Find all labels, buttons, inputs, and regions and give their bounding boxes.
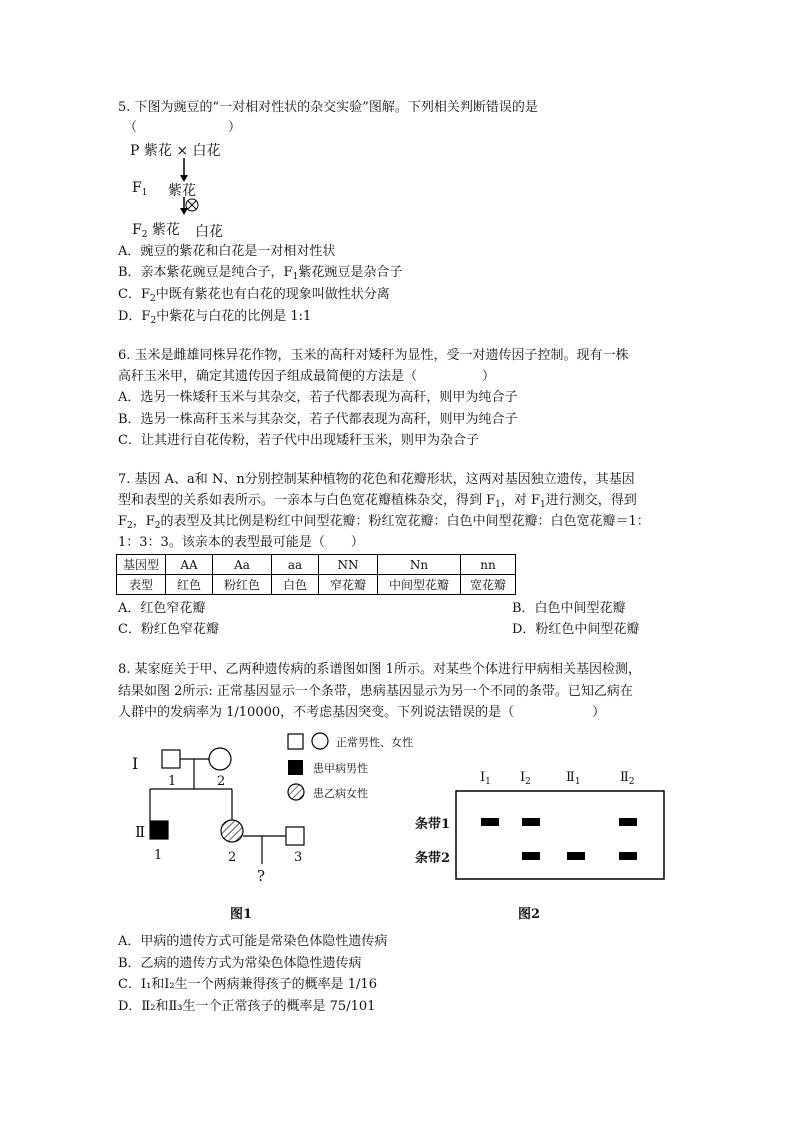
f2-trait-purple: 紫花 — [151, 222, 180, 238]
text: 的表型及其比例是粉红中间型花瓣：粉红宽花瓣：白色中间型花瓣：白色宽花瓣＝1： — [160, 514, 650, 529]
q5-f2-trait-white: 白花 — [195, 224, 223, 240]
f2-letter: F — [132, 222, 142, 238]
q8-option-c[interactable]: C．Ⅰ₁和Ⅰ₂生一个两病兼得孩子的概率是 1/16 — [118, 977, 377, 992]
legend-affected-a-label: 患甲病男性 — [313, 762, 368, 775]
f2-sub: 2 — [141, 230, 148, 240]
lane-num: Ⅱ — [620, 770, 629, 785]
band-II2-1 — [619, 818, 637, 826]
lane-num: Ⅰ — [480, 770, 486, 785]
q8-option-b[interactable]: B．乙病的遗传方式为常染色体隐性遗传病 — [118, 956, 362, 971]
q6-option-b[interactable]: B．选另一株高秆玉米与其杂交，若子代都表现为高秆，则甲为纯合子 — [118, 412, 518, 427]
q8-option-d[interactable]: D．Ⅱ₂和Ⅱ₃生一个正常孩子的概率是 75/101 — [118, 999, 376, 1014]
q5-f2-row — [132, 219, 180, 239]
table-cell: Nn — [378, 555, 461, 575]
lane-I1 — [480, 770, 491, 785]
band2-label: 条带2 — [415, 851, 451, 866]
gen-II-label: Ⅱ — [135, 823, 146, 841]
unknown-child: ? — [257, 867, 266, 885]
lane-II1 — [566, 770, 581, 785]
table-cell: 表型 — [117, 575, 166, 595]
q5-option-b[interactable] — [118, 262, 402, 285]
individual-I2-normal-female — [209, 748, 231, 770]
lane-sub: 1 — [574, 777, 581, 787]
legend-normal-male-icon — [288, 734, 303, 749]
option-text: D．F — [118, 309, 151, 324]
text: 型和表型的关系如表所示。一亲本与白色宽花瓣植株杂交，得到 F — [118, 493, 496, 508]
legend-normal-female-icon — [312, 733, 328, 749]
q7-option-a[interactable]: A．红色窄花瓣 — [118, 601, 206, 616]
q7-option-c[interactable]: C．粉红色窄花瓣 — [118, 622, 219, 637]
q5-f1-label — [132, 180, 147, 196]
table-cell: 窄花瓣 — [319, 575, 378, 595]
lane-sub: 1 — [485, 777, 491, 787]
sub: 1 — [540, 500, 546, 510]
q5-f1-trait: 紫花 — [168, 183, 196, 199]
legend-affected-b-label: 患乙病女性 — [313, 787, 368, 800]
sub: 1 — [495, 500, 501, 510]
p-label: P — [130, 143, 140, 159]
individual-II2-affected-b-female — [221, 820, 243, 842]
option-sub: 1 — [292, 272, 299, 282]
lane-II2 — [620, 770, 635, 785]
table-cell: NN — [319, 555, 378, 575]
q7-option-d[interactable]: D．粉红色中间型花瓣 — [512, 622, 640, 637]
option-text: B．亲本紫花豌豆是纯合子，F — [118, 265, 293, 280]
sub: 2 — [127, 521, 133, 531]
lane-num: Ⅱ — [566, 770, 575, 785]
num-I1: 1 — [168, 774, 177, 789]
lane-I2 — [520, 770, 531, 785]
table-cell: 粉红色 — [213, 575, 272, 595]
lane-sub: 2 — [525, 777, 531, 787]
q6-option-a[interactable]: A．选另一株矮秆玉米与其杂交，若子代都表现为高秆，则甲为纯合子 — [118, 390, 518, 405]
q8-stem-line2: 结果如图 2所示: 正常基因显示一个条带，患病基因显示为另一个不同的条带。已知乙病在 — [118, 684, 633, 699]
individual-II3-normal-male — [286, 827, 304, 845]
lane-num: Ⅰ — [520, 770, 526, 785]
text: ，对 F — [500, 493, 541, 508]
q5-option-a[interactable] — [118, 241, 335, 262]
option-sub: 2 — [150, 316, 157, 326]
table-cell: nn — [461, 555, 516, 575]
option-sub: 2 — [149, 294, 156, 304]
q7-stem-line3 — [118, 511, 650, 534]
legend-affected-b-icon — [288, 784, 304, 800]
q7-stem-line1: 7. 基因 A、a和 N、n分别控制某种植物的花色和花瓣形状，这两对基因独立遗传，其基因 — [118, 472, 635, 487]
table-cell: 白色 — [272, 575, 319, 595]
genotype-table — [116, 554, 516, 595]
num-II3: 3 — [294, 850, 303, 865]
legend-affected-a-icon — [288, 760, 303, 775]
q5-stem: 5. 下图为豌豆的“一对相对性状的杂交实验”图解。下列相关判断错误的是 — [118, 100, 538, 115]
num-II2: 2 — [228, 850, 237, 865]
table-row — [117, 575, 516, 595]
band-I1-1 — [481, 818, 499, 826]
table-cell: aa — [272, 555, 319, 575]
band1-label: 条带1 — [415, 817, 451, 832]
option-text-tail: 中既有紫花也有白花的现象叫做性状分离 — [155, 287, 390, 302]
gen-I-label: Ⅰ — [132, 754, 139, 773]
num-I2: 2 — [217, 774, 226, 789]
gel-chart — [455, 790, 667, 882]
option-text-tail: 紫花豌豆是杂合子 — [298, 265, 403, 280]
f1-letter: F — [132, 180, 142, 196]
lane-sub: 2 — [628, 777, 635, 787]
table-cell: 中间型花瓣 — [378, 575, 461, 595]
q8-stem-line1: 8. 某家庭关于甲、乙两种遗传病的系谱图如图 1所示。对某些个体进行甲病相关基因检测， — [118, 662, 641, 677]
individual-II1-affected-a-male — [150, 821, 168, 839]
text: 进行测交，得到 — [545, 493, 637, 508]
band-II1-2 — [567, 852, 585, 860]
q5-option-c[interactable] — [118, 284, 390, 307]
table-cell: AA — [166, 555, 213, 575]
band-I2-2 — [522, 852, 540, 860]
table-cell: 红色 — [166, 575, 213, 595]
q8-stem-line3: 人群中的发病率为 1/10000，不考虑基因突变。下列说法错误的是（ ） — [118, 705, 606, 720]
band-I2-1 — [522, 818, 540, 826]
q7-stem-line4: 1：3：3。该亲本的表型最可能是（ ） — [118, 535, 364, 550]
individual-I1-normal-male — [162, 750, 180, 768]
table-cell: 基因型 — [117, 555, 166, 575]
fig2-caption: 图2 — [518, 907, 541, 922]
q6-stem-line1: 6. 玉米是雌雄同株异花作物，玉米的高秆对矮秆为显性，受一对遗传因子控制。现有一株 — [118, 348, 629, 363]
option-text-tail: 中紫花与白花的比例是 1:1 — [156, 309, 312, 324]
q6-stem-line2: 高秆玉米甲，确定其遗传因子组成最简便的方法是（ ） — [118, 369, 496, 384]
fig1-caption: 图1 — [230, 907, 253, 922]
text: F — [118, 514, 128, 529]
band-II2-2 — [619, 852, 637, 860]
table-cell: 宽花瓣 — [461, 575, 516, 595]
gel-frame — [456, 791, 664, 879]
sub: 2 — [154, 521, 161, 531]
q7-stem-line2 — [118, 490, 637, 513]
table-cell: Aa — [213, 555, 272, 575]
q5-answer-paren: （ ） — [124, 120, 242, 135]
q7-option-b[interactable]: B．白色中间型花瓣 — [512, 601, 626, 616]
legend-normal-label: 正常男性、女性 — [336, 736, 413, 749]
table-row — [117, 555, 516, 575]
num-II1: 1 — [154, 848, 163, 863]
q8-option-a[interactable]: A．甲病的遗传方式可能是常染色体隐性遗传病 — [118, 934, 388, 949]
option-text: C．F — [118, 287, 150, 302]
q6-option-c[interactable]: C．让其进行自花传粉，若子代中出现矮秆玉米，则甲为杂合子 — [118, 433, 479, 448]
q5-option-d[interactable] — [118, 306, 311, 329]
text: ，F — [132, 514, 155, 529]
option-text: A．豌豆的紫花和白花是一对相对性状 — [118, 244, 336, 259]
p-cross: 紫花 × 白花 — [143, 143, 221, 159]
f1-sub: 1 — [141, 188, 148, 198]
